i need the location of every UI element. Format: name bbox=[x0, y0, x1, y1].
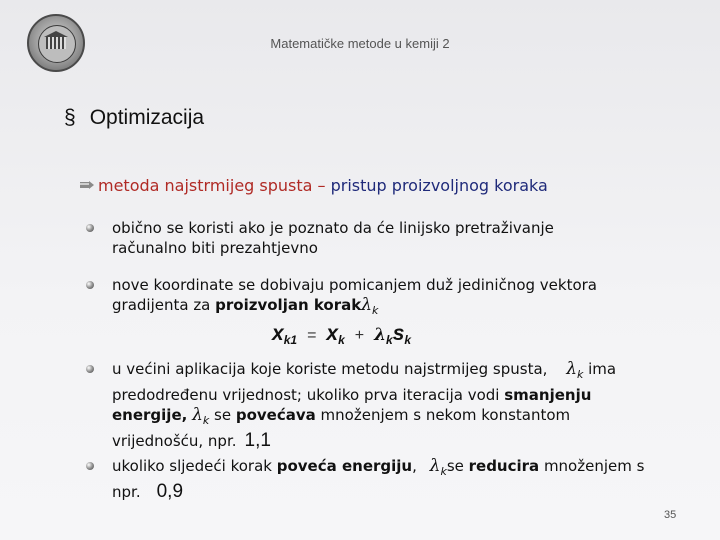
bullet-4-text: npr. bbox=[112, 483, 141, 501]
bullet-3-text: ima bbox=[588, 360, 617, 378]
formula-plus-one: 1 bbox=[290, 333, 298, 347]
section-heading bbox=[64, 106, 204, 130]
bullet-3-text: u većini aplikacija koje koriste metodu najstrmijeg spusta, bbox=[112, 360, 548, 378]
bullet-icon bbox=[86, 224, 94, 232]
bullet-3-line-3 bbox=[112, 405, 682, 431]
factor-increase-value: 1,1 bbox=[244, 430, 271, 451]
formula-sub-k: k bbox=[283, 333, 291, 347]
topic-method: metoda najstrmijeg spusta bbox=[98, 176, 313, 195]
page-number: 35 bbox=[664, 509, 677, 521]
formula-s: s bbox=[392, 322, 405, 345]
bullet-4-bold-text: reducira bbox=[468, 457, 540, 475]
section-title: Optimizacija bbox=[89, 106, 205, 129]
bullet-3-line-4 bbox=[112, 431, 682, 451]
formula-x-new: x bbox=[272, 322, 284, 345]
bullet-3-bold-text: povećava bbox=[235, 406, 316, 424]
bullet-4-text: se bbox=[446, 457, 469, 475]
bullet-text-2 bbox=[112, 275, 682, 321]
lambda-subscript: k bbox=[576, 368, 584, 381]
topic-line bbox=[98, 176, 548, 195]
bullet-3-text: vrijednošću, npr. bbox=[112, 432, 237, 450]
bullet-3-bold-text: smanjenju bbox=[504, 386, 592, 404]
bullet-1-line-2: računalno biti prezahtjevno bbox=[112, 239, 318, 257]
formula-sub-k: k bbox=[338, 333, 345, 347]
bullet-3-bold-text: energije, bbox=[112, 406, 188, 424]
lambda-subscript: k bbox=[202, 414, 210, 427]
bullet-icon bbox=[86, 281, 94, 289]
lambda-symbol: λ bbox=[566, 359, 577, 379]
bullet-2-line-2 bbox=[112, 295, 682, 321]
lambda-subscript: k bbox=[372, 304, 379, 317]
formula-equals: = bbox=[307, 327, 317, 344]
bullet-3-text: se bbox=[214, 406, 236, 424]
formula-lambda: λ bbox=[374, 325, 387, 345]
bullet-text-4 bbox=[112, 456, 692, 502]
bullet-text-1 bbox=[112, 218, 682, 258]
slide-header-title: Matematičke metode u kemiji 2 bbox=[270, 36, 450, 51]
factor-decrease-value: 0,9 bbox=[156, 481, 184, 502]
bullet-3-line-1 bbox=[112, 359, 682, 385]
bullet-4-line-1 bbox=[112, 456, 692, 482]
bullet-4-text: množenjem s bbox=[539, 457, 645, 475]
bullet-2-text: gradijenta za bbox=[112, 296, 216, 314]
level1-arrow-bullet-icon bbox=[80, 181, 94, 189]
formula-sub-k: k bbox=[386, 333, 393, 347]
topic-approach: pristup proizvoljnog koraka bbox=[330, 176, 548, 195]
update-formula bbox=[272, 322, 411, 347]
bullet-4-text: ukoliko sljedeći korak bbox=[112, 457, 277, 475]
lambda-symbol: λ bbox=[192, 405, 203, 425]
section-marker: § bbox=[64, 106, 76, 129]
bullet-3-text: množenjem s nekom konstantom bbox=[315, 406, 571, 424]
bullet-2-line-1: nove koordinate se dobivaju pomicanjem duž jediničnog vektora bbox=[112, 276, 598, 294]
lambda-symbol: λ bbox=[429, 456, 441, 476]
formula-sub-k: k bbox=[404, 333, 412, 347]
bullet-1-line-1: obično se koristi ako je poznato da će linijsko pretraživanje bbox=[112, 219, 554, 237]
lambda-subscript: k bbox=[440, 465, 447, 478]
bullet-4-bold-text: poveća energiju bbox=[276, 457, 413, 475]
bullet-4-line-2 bbox=[112, 482, 692, 502]
formula-plus: + bbox=[354, 327, 365, 344]
bullet-4-text: , bbox=[412, 457, 417, 475]
bullet-3-line-2 bbox=[112, 385, 682, 405]
bullet-3-text: predodređenu vrijednost; ukoliko prva iteracija vodi bbox=[112, 386, 505, 404]
bullet-icon bbox=[86, 365, 94, 373]
lambda-symbol: λ bbox=[361, 295, 373, 315]
topic-separator: – bbox=[312, 176, 331, 195]
bullet-2-bold-text: proizvoljan korak bbox=[215, 296, 362, 314]
bullet-text-3 bbox=[112, 359, 682, 451]
formula-x-old: x bbox=[326, 322, 339, 345]
bullet-icon bbox=[86, 462, 94, 470]
